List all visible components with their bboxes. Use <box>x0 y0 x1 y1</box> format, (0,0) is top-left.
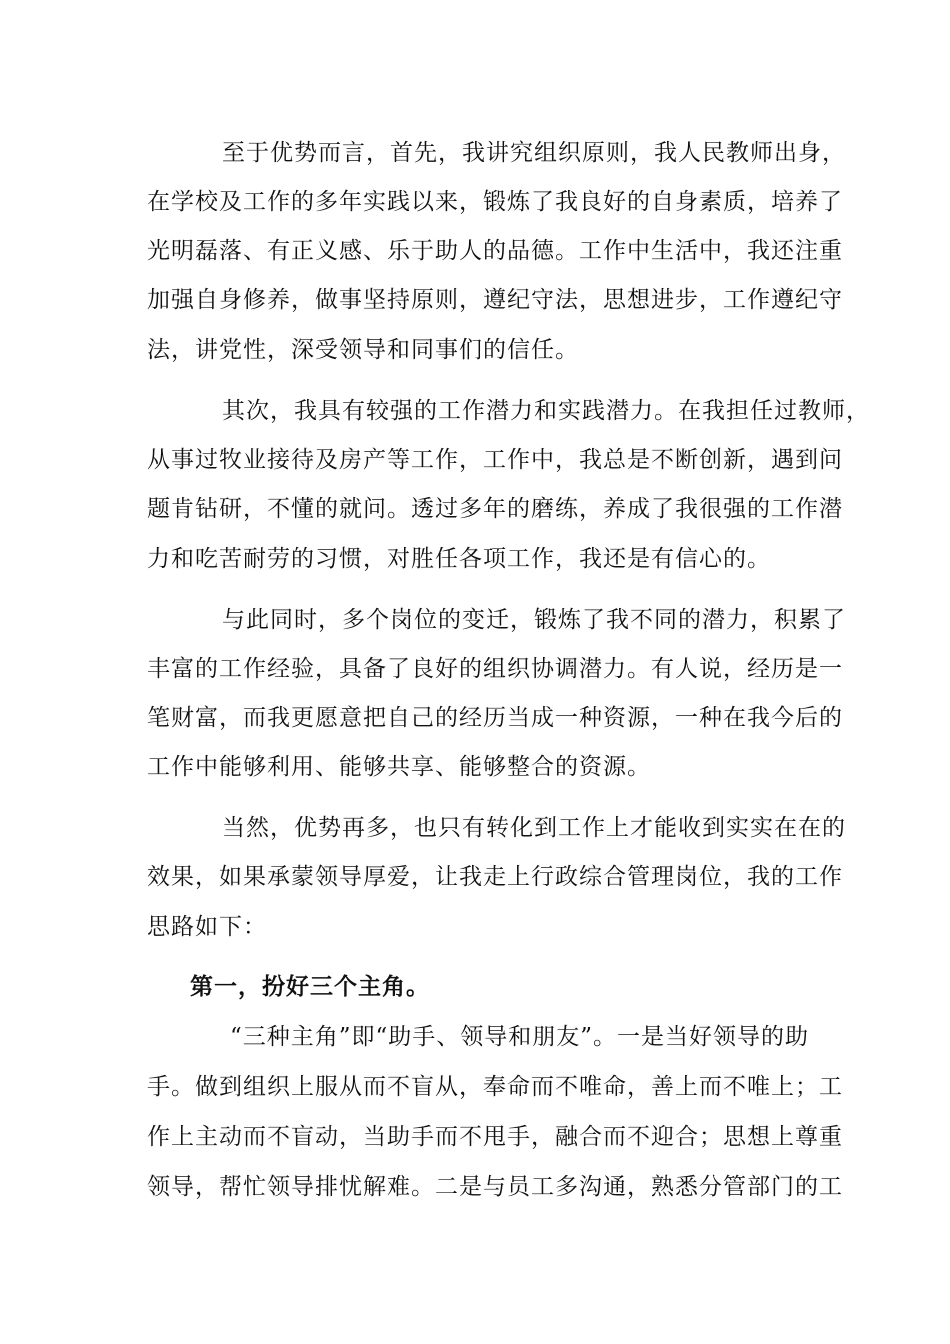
text-line: 力和吃苦耐劳的习惯，对胜任各项工作，我还是有信心的。 <box>147 546 771 572</box>
text-line: 工作中能够利用、能够共享、能够整合的资源。 <box>147 754 651 780</box>
text-line: 思路如下： <box>147 914 267 940</box>
text-line: 领导，帮忙领导排忧解难。二是与员工多沟通，熟悉分管部门的工 <box>147 1174 843 1200</box>
text-line: 题肯钻研，不懂的就问。透过多年的磨练，养成了我很强的工作潜 <box>147 496 843 522</box>
text-line: 光明磊落、有正义感、乐于助人的品德。工作中生活中，我还注重 <box>147 238 843 264</box>
section-heading: 第一，扮好三个主角。 <box>190 974 430 1000</box>
text-line: 效果，如果承蒙领导厚爱，让我走上行政综合管理岗位，我的工作 <box>147 864 843 890</box>
text-line: 手。做到组织上服从而不盲从，奉命而不唯命，善上而不唯上；工 <box>147 1074 843 1100</box>
text-line: 与此同时，多个岗位的变迁，锻炼了我不同的潜力，积累了 <box>222 607 846 633</box>
text-line: 作上主动而不盲动，当助手而不甩手，融合而不迎合；思想上尊重 <box>147 1124 843 1150</box>
text-line: 当然，优势再多，也只有转化到工作上才能收到实实在在的 <box>222 815 846 841</box>
text-line: 至于优势而言，首先，我讲究组织原则，我人民教师出身， <box>222 140 846 166</box>
text-line: “三种主角”即“助手、领导和朋友”。一是当好领导的助 <box>230 1024 810 1050</box>
text-line: 法，讲党性，深受领导和同事们的信任。 <box>147 337 579 363</box>
text-line: 在学校及工作的多年实践以来，锻炼了我良好的自身素质，培养了 <box>147 189 843 215</box>
text-line: 加强自身修养，做事坚持原则，遵纪守法，思想进步，工作遵纪守 <box>147 287 843 313</box>
text-line: 丰富的工作经验，具备了良好的组织协调潜力。有人说，经历是一 <box>147 656 843 682</box>
text-line: 从事过牧业接待及房产等工作，工作中，我总是不断创新，遇到问 <box>147 447 843 473</box>
text-line: 笔财富，而我更愿意把自己的经历当成一种资源，一种在我今后的 <box>147 705 843 731</box>
text-line: 其次，我具有较强的工作潜力和实践潜力。在我担任过教师， <box>222 398 870 424</box>
